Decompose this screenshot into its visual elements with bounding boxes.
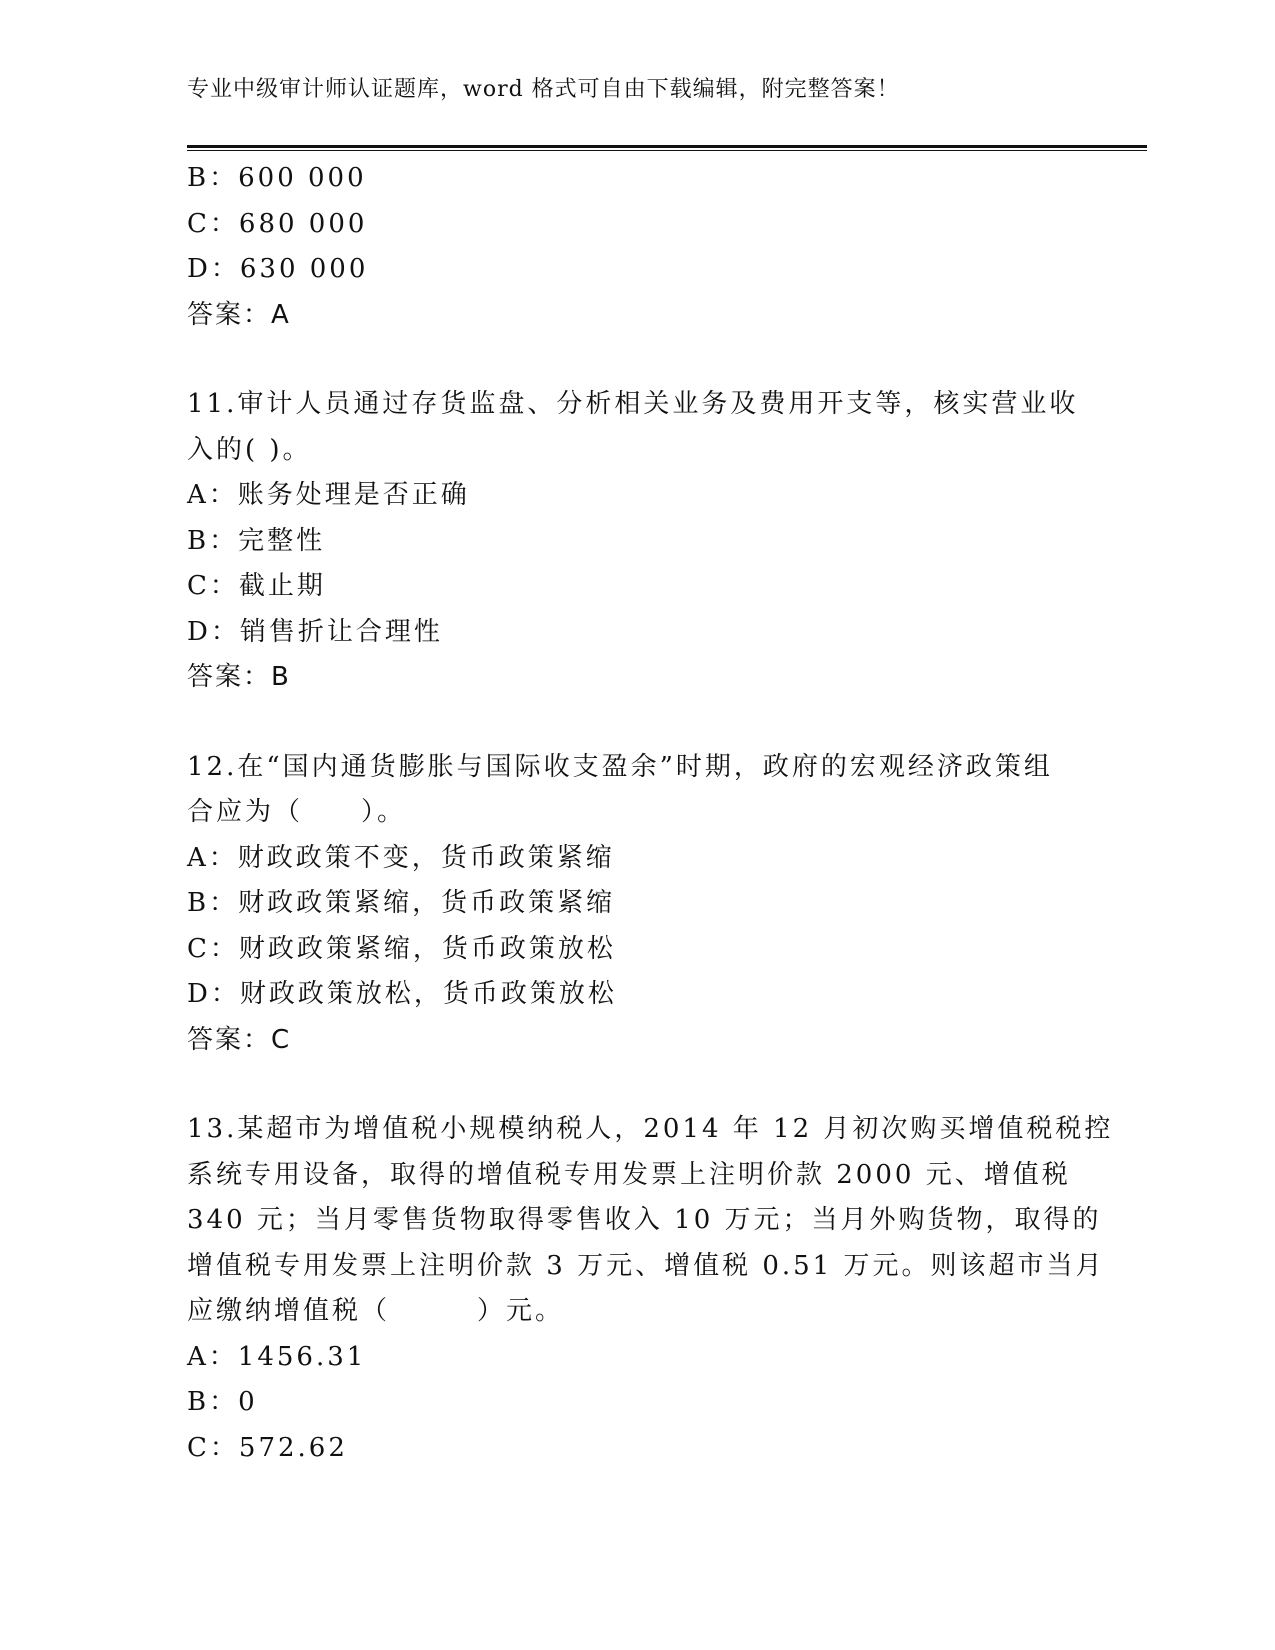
option-b <box>187 881 1087 927</box>
option-key: C： <box>187 571 239 601</box>
option-text: 572.62 <box>238 1432 348 1463</box>
option-d <box>187 247 1087 293</box>
question-stem-line: 340 元；当月零售货物取得零售收入 10 万元；当月外购货物，取得的 <box>187 1205 1102 1235</box>
option-a <box>187 836 1087 882</box>
option-key: B： <box>187 525 239 556</box>
option-text: 0 <box>238 1387 258 1417</box>
option-d <box>187 610 1087 656</box>
option-text: 截止期 <box>238 571 326 601</box>
spacer <box>187 701 1087 745</box>
option-key: A： <box>187 1341 238 1372</box>
page-header: 专业中级审计师认证题库，word 格式可自由下载编辑，附完整答案！ <box>187 77 900 102</box>
option-b <box>187 519 1087 565</box>
option-key: B： <box>187 163 239 193</box>
option-text: 财政政策紧缩，货币政策放松 <box>238 933 616 964</box>
option-text: 账务处理是否正确 <box>237 480 470 510</box>
question-stem-line: 系统专用设备，取得的增值税专用发票上注明价款 2000 元、增值税 <box>187 1159 1071 1190</box>
question-content <box>187 156 1114 1471</box>
option-key: B： <box>187 888 239 918</box>
header-rule-thick <box>187 145 1147 148</box>
answer-line: 答案：B <box>187 662 291 692</box>
question-stem-line: 11.审计人员通过存货监盘、分析相关业务及费用开支等，核实营业收 <box>187 389 1079 419</box>
option-c <box>187 1426 1087 1472</box>
option-text: 财政政策紧缩，货币政策紧缩 <box>238 888 616 918</box>
option-key: C： <box>187 1432 239 1463</box>
option-a <box>187 473 1087 519</box>
question-stem-line: 13.某超市为增值税小规模纳税人，2014 年 12 月初次购买增值税税控 <box>187 1114 1114 1144</box>
question-stem-line: 入的( )。 <box>187 434 312 465</box>
question-stem-line: 增值税专用发票上注明价款 3 万元、增值税 0.51 万元。则该超市当月 <box>187 1250 1105 1281</box>
option-text: 600 000 <box>238 163 367 193</box>
option-b <box>187 156 1087 202</box>
option-key: C： <box>187 208 239 239</box>
option-c <box>187 202 1087 248</box>
spacer <box>187 1063 1087 1107</box>
question-13 <box>187 1107 1114 1471</box>
option-key: A： <box>187 480 238 510</box>
answer-line: 答案：A <box>187 299 291 330</box>
question-stem-line: 应缴纳增值税（ ）元。 <box>187 1296 565 1326</box>
question-10-tail <box>187 156 1087 338</box>
option-text: 财政政策放松，货币政策放松 <box>239 979 617 1009</box>
option-text: 1456.31 <box>237 1341 367 1372</box>
option-d <box>187 972 1087 1018</box>
question-stem-line: 12.在“国内通货膨胀与国际收支盈余”时期，政府的宏观经济政策组 <box>187 751 1053 782</box>
option-text: 销售折让合理性 <box>239 616 443 647</box>
option-key: D： <box>187 616 240 647</box>
option-b <box>187 1380 1087 1426</box>
option-key: C： <box>187 933 239 964</box>
question-11 <box>187 382 1087 701</box>
option-text: 完整性 <box>238 525 326 556</box>
header-rule-thin <box>187 150 1147 151</box>
option-key: D： <box>187 979 240 1009</box>
answer-line: 答案：C <box>187 1024 292 1055</box>
option-a <box>187 1335 1087 1381</box>
spacer <box>187 338 1087 382</box>
option-key: A： <box>187 842 238 873</box>
option-key: D： <box>187 254 240 284</box>
option-text: 680 000 <box>238 208 368 239</box>
option-text: 630 000 <box>239 254 369 284</box>
question-12 <box>187 745 1087 1064</box>
question-stem-line: 合应为（ ）。 <box>187 797 407 827</box>
option-c <box>187 927 1087 973</box>
option-key: B： <box>187 1387 239 1417</box>
option-c <box>187 564 1087 610</box>
option-text: 财政政策不变，货币政策紧缩 <box>237 842 615 873</box>
